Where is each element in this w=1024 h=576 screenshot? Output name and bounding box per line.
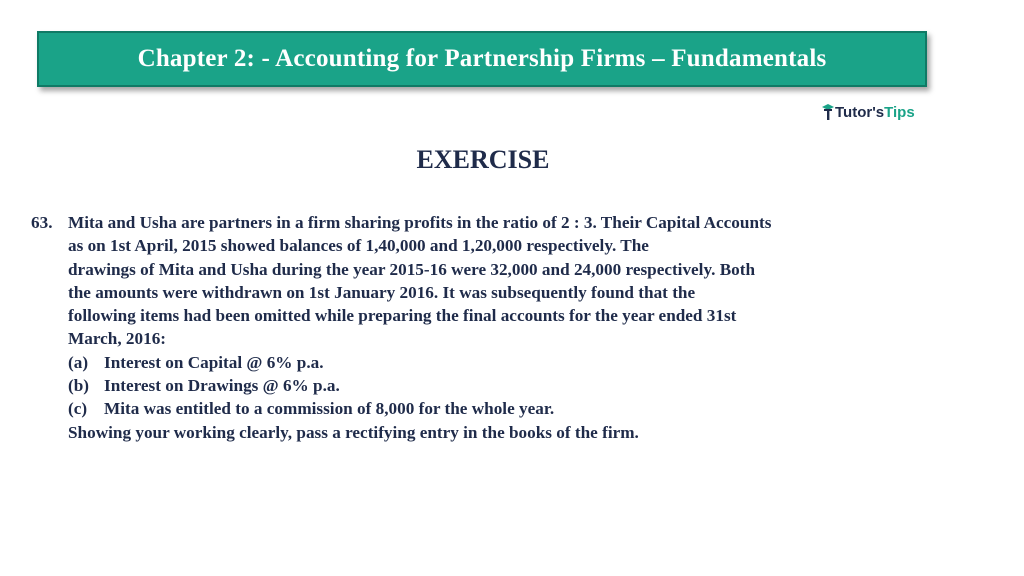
logo-text-tutors: Tutor's	[835, 104, 885, 121]
list-item-text: Mita was entitled to a commission of 8,000 for the whole year.	[104, 399, 555, 419]
chapter-title: Chapter 2: - Accounting for Partnership Firms – Fundamentals	[137, 45, 827, 72]
question-line: March, 2016:	[68, 329, 167, 349]
exercise-heading: EXERCISE	[416, 145, 550, 174]
graduation-cap-icon	[822, 103, 834, 121]
list-item-label: (a)	[68, 352, 89, 372]
question-closing: Showing your working clearly, pass a rectifying entry in the books of the firm.	[68, 422, 639, 442]
list-item-a	[68, 351, 961, 374]
question-line: Mita and Usha are partners in a firm sharing profits in the ratio of 2 : 3. Their Capital Accounts	[68, 213, 772, 232]
question-line: the amounts were withdrawn on 1st January 2016. It was subsequently found that the	[68, 282, 696, 302]
list-item-c	[68, 397, 961, 420]
question-number: 63.	[31, 213, 53, 232]
chapter-banner	[37, 31, 927, 87]
list-item-text: Interest on Capital @ 6% p.a.	[104, 352, 324, 372]
question-body	[68, 211, 961, 444]
list-item-label: (c)	[68, 399, 88, 419]
list-item-b	[68, 374, 961, 397]
question-line: drawings of Mita and Usha during the year 2015-16 were 32,000 and 24,000 respectively. Both	[68, 259, 756, 279]
question-line: as on 1st April, 2015 showed balances of 1,40,000 and 1,20,000 respectively. The	[68, 236, 649, 256]
tutors-tips-logo	[822, 103, 915, 121]
question-line: following items had been omitted while preparing the final accounts for the year ended 31st	[68, 306, 737, 326]
list-item-label: (b)	[68, 376, 90, 396]
list-item-text: Interest on Drawings @ 6% p.a.	[104, 376, 340, 396]
logo-text-tips: Tips	[884, 104, 915, 121]
question-block	[31, 211, 961, 444]
